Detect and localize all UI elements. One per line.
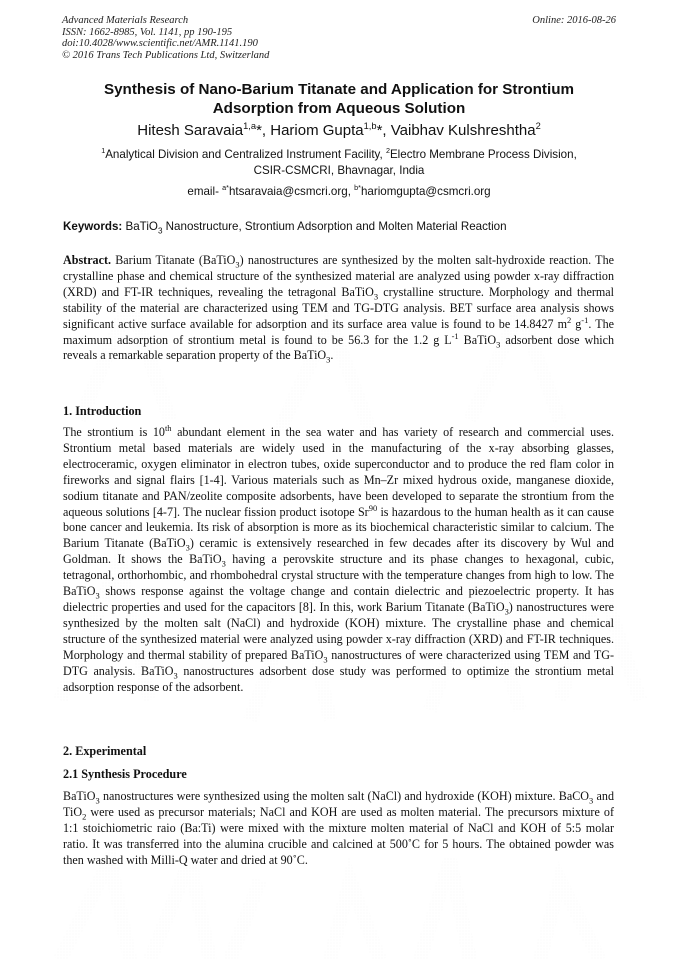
subsection-heading-synthesis: 2.1 Synthesis Procedure [63,767,187,781]
subscript: 3 [95,795,100,806]
text-run: . The maximum adsorption of strontium metal is found to be 56.3 for the 1.2 g L [63,316,614,347]
text-run: were used as precursor materials; NaCl and KOH are used as molten material. The precursors mixture of 1:1 stoichiometric raio (Ba:Ti) were mixed with the mixture molten material of NaCl and KOH of 5:5 molar ratio. It was transferred into the alumina crucible and calcined at 500˚C for 5 hours. The obtained powder was then washed with Milli-Q water and dried at 90˚C. [63,804,614,867]
subscript: 3 [235,259,240,270]
subscript: 3 [323,654,328,665]
text-run: is hazardous to the human health as it can cause bone cancer and leukemia. Its risk of absorption is more as its biochemical characteristic similar to calcium. The Barium Titanate (BaTiO [63,504,615,551]
author-list [62,121,616,141]
keywords-label: Keywords: [63,220,123,233]
subscript: 2 [82,811,87,822]
text-run: nanostructures of were characterized using TEM and TG-DTG analysis. BaTiO [63,647,614,678]
text-run: Barium Titanate (BaTiO [111,253,236,267]
author-name: Hariom Gupta [270,122,364,139]
superscript: -1 [581,314,589,325]
subscript: 3 [373,291,379,302]
text-run: ) ceramic is extensively researched in few decades after its discovery by Wul and Goldman. It shows the BaTiO [63,536,614,567]
text-run: ) nanostructures were synthesized by the molten salt (NaCl) and hydroxide (KOH) mixture. The crystalline phase and chemical structure of the synthesized material were analyzed using powder x-ray diffraction (XRD) and FT-IR techniques. Morphology and thermal stability of prepared BaTiO [63,599,614,662]
separator: , [382,122,391,139]
text-run: ) nanostructures are synthesized by the molten salt-hydroxide reaction. The crystalline phase and chemical structure of the synthesized material are analyzed using powder x-ray diffraction (XRD) and FT-IR techniques, revealing the tetragonal BaTiO [63,253,614,299]
title-line-2: Adsorption from Aqueous Solution [212,100,466,117]
corresponding-mark: * [376,122,383,139]
affiliation-mark: 1 [101,146,106,156]
subscript: 3 [496,338,501,349]
email-link-a[interactable]: htsaravaia@csmcri.org, [228,185,355,198]
corresponding-mark: * [256,122,262,139]
text-run: adsorbent dose which reveals a remarkable separation property of the BaTiO [63,332,615,363]
superscript: th [164,422,172,433]
journal-name: Advanced Materials Research [62,15,189,26]
issn-line: ISSN: 1662-8985, Vol. 1141, pp 190-195 [62,26,233,38]
introduction-body [63,422,615,695]
author-name: Vaibhav Kulshreshtha [390,122,536,139]
affiliation-location: CSIR-CSMCRI, Bhavnagar, India [253,164,425,177]
abstract [63,253,614,364]
text-run: and TiO [63,789,614,819]
author-name: Hitesh Saravaia [137,122,244,139]
subscript: 3 [504,606,509,617]
text-run: shows response against the voltage change and contain dielectric and piezoelectric property. It has dielectric properties and used for the capacitors [8]. In this, work Barium Titanate (BaTiO [63,584,614,614]
keywords-text: BaTiO [122,220,158,233]
doi-line: doi:10.4028/www.scientific.net/AMR.1141.190 [62,38,258,49]
subscript: 3 [157,226,163,236]
email-link-b[interactable]: hariomgupta@csmcri.org [360,185,491,198]
affiliation-2: Electro Membrane Process Division, [389,148,577,161]
text-run: nanostructures were synthesized using the molten salt (NaCl) and hydroxide (KOH) mixture. BaCO [99,789,590,803]
abstract-label: Abstract. [63,253,112,267]
text-run: The strontium is 10 [63,425,165,439]
author-affiliation-mark: 1,a [243,121,257,131]
affiliations [62,147,616,179]
text-run: nanostructures adsorbent dose study was performed to optimize the strontium metal adsorption response of the adsorbent. [63,663,614,694]
email-line [62,184,616,200]
subscript: 3 [326,354,331,365]
section-heading-experimental: 2. Experimental [63,744,147,758]
separator: , [261,122,271,139]
subscript: 3 [173,670,178,680]
keywords [63,219,617,235]
subscript: 3 [185,542,190,553]
paper-title [62,80,616,118]
online-date: Online: 2016-08-26 [532,15,616,26]
superscript: -1 [451,330,459,341]
text-run: BaTiO [458,332,497,347]
journal-header [62,15,269,61]
text-run: crystalline structure. Morphology and thermal stability of the material are characterized using TEM and TG-DTG analysis. BET surface area analysis shows significant active surface available for adsorption and its surface area value is found to be 14.8427 m [63,284,614,331]
section-heading-introduction: 1. Introduction [63,404,142,418]
copyright-line: © 2016 Trans Tech Publications Ltd, Switzerland [62,49,270,61]
abstract-body [63,253,615,365]
title-line-1: Synthesis of Nano-Barium Titanate and Application for Strontium [103,81,574,98]
text-run: abundant element in the sea water and has variety of research and commercial uses. Strontium metal based materials are widely used in the manufacturing of the x-ray absorbing glasses, electroceramic, oxygen eliminator in electron tubes, oxide superconductor and to produce the red flam color in fireworks and signal flairs [1-4]. Various materials such as Mn–Zr mixed hydrous oxide, manganese dioxide, sodium titanate and PAN/zeolite composite adsorbents, have been developed to separate the strontium from the aqueous solutions [4-7]. The nuclear fission product isotope Sr [63,425,614,519]
author-affiliation-mark: 2 [535,121,541,131]
subscript: 3 [95,590,100,601]
email-mark: a* [222,183,229,193]
synthesis-body [63,789,614,869]
affiliation-1: Analytical Division and Centralized Instrument Facility, [105,148,386,161]
text-run: BaTiO [63,789,96,803]
affiliation-mark: 2 [385,146,390,156]
superscript: 2 [566,314,572,325]
email-label: email- [187,185,223,198]
text-run: having a perovskite structure and its phase changes to hexagonal, cubic, tetragonal, orthorhombic, and rhombohedral crystal structure with the temperature changes from high to low. The BaTiO [63,552,614,599]
author-affiliation-mark: 1,b [363,121,377,131]
subscript: 3 [589,795,594,806]
superscript: 90 [368,502,378,513]
text-run: . [330,348,334,363]
subscript: 3 [221,558,226,569]
email-mark: b* [354,183,361,193]
text-run: g [571,316,582,331]
keywords-text: Nanostructure, Strontium Adsorption and Molten Material Reaction [162,220,507,233]
